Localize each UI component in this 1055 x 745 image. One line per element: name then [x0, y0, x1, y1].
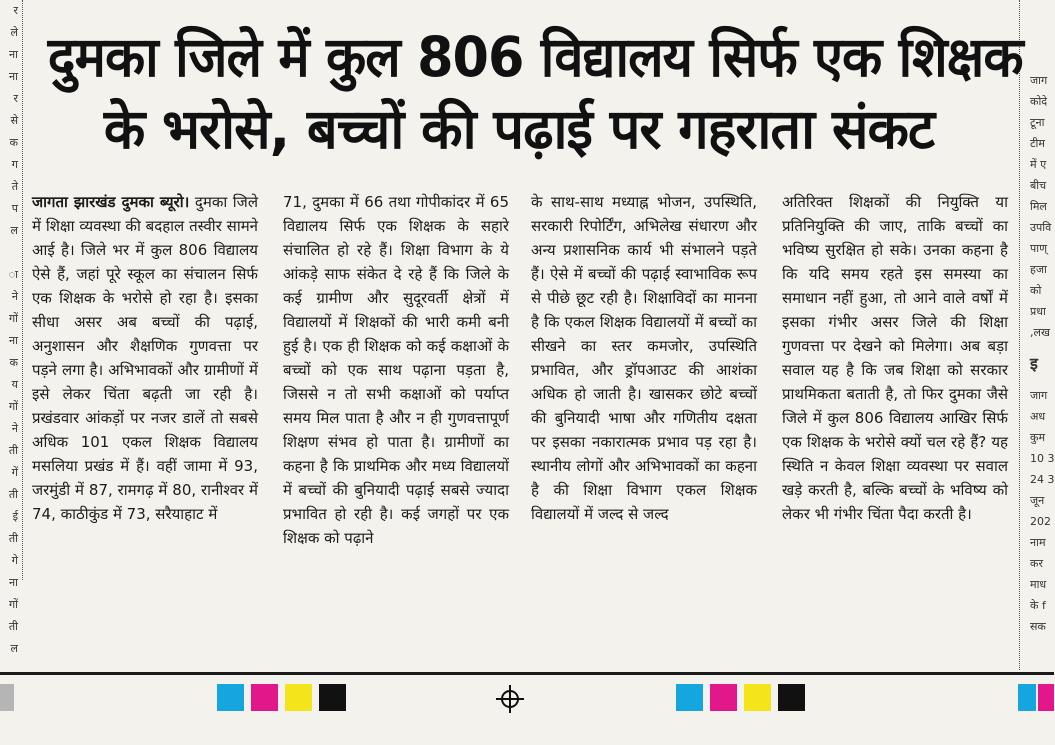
left-strip-fragment: ती [8, 444, 18, 457]
right-strip-fragment: टूना [1030, 116, 1045, 129]
left-strip-fragment: ना [9, 48, 18, 61]
right-strip-fragment: जून [1030, 494, 1045, 507]
left-strip-fragment: ा [8, 268, 18, 281]
color-swatch-black [319, 684, 346, 711]
right-strip-fragment: प्रधा [1030, 305, 1046, 318]
column-1-text: दुमका जिले में शिक्षा व्यवस्था की बदहाल तस्वीर सामने आई है। जिले भर में कुल 806 विद्यालय ऐसे हैं, जहां पूरे स्कूल का संचालन सिर्फ एक शिक्षक के भरोसे हो रहा है। इसका सीधा असर अब बच्चों की पढ़ाई, अनुशासन और शैक्षणिक गुणवत्ता पर पड़ने लगा है। अभिभावकों और ग्रामीणों में इसे लेकर चिंता बढ़ती जा रही है। प्रखंडवार आंकड़ों पर नजर डालें तो सबसे अधिक 101 एकल शिक्षक विद्यालय मसलिया प्रखंड में हैं। वहीं जामा में 93, जरमुंडी में 87, रामगढ़ में 80, रानीश्वर में 74, काठीकुंड में 73, सरैयाहाट में [32, 193, 258, 523]
right-strip-fragment: टीम [1030, 137, 1045, 150]
article-column-2 [283, 190, 509, 550]
column-divider-right [1019, 0, 1020, 670]
left-strip-fragment: ना [9, 70, 18, 83]
left-strip-fragment: य [11, 378, 18, 391]
left-strip-fragment: क [9, 356, 18, 369]
color-swatch-yellow-2 [744, 684, 771, 711]
article-column-4 [782, 190, 1008, 526]
right-strip-fragment: इ [1030, 354, 1038, 373]
right-strip-fragment: जाग [1030, 389, 1048, 402]
article-column-3 [531, 190, 757, 526]
adjacent-column-right [1030, 70, 1054, 637]
left-strip-fragment: ती [8, 488, 18, 501]
color-swatch-black-2 [778, 684, 805, 711]
color-swatch-gray [0, 684, 14, 711]
left-strip-fragment: ती [8, 620, 18, 633]
left-strip-fragment: गें [11, 466, 18, 479]
left-strip-fragment: ना [9, 334, 18, 347]
color-swatch-magenta-3 [1038, 684, 1054, 711]
right-strip-fragment: में ए [1030, 158, 1047, 171]
adjacent-column-left [0, 0, 20, 655]
left-strip-fragment: ना [9, 576, 18, 589]
right-strip-fragment: कर [1030, 557, 1043, 570]
right-strip-fragment: को [1030, 284, 1042, 297]
right-strip-fragment: के f [1030, 599, 1046, 612]
right-strip-fragment: सक [1030, 620, 1046, 633]
left-strip-fragment: ने [11, 422, 18, 435]
right-strip-fragment: अध [1030, 410, 1046, 423]
left-strip-fragment: ग [11, 158, 18, 171]
right-strip-fragment: 24 3 [1030, 473, 1055, 486]
right-strip-fragment: मिल [1030, 200, 1047, 213]
left-strip-fragment: ले [10, 26, 18, 39]
color-swatch-cyan-3 [1018, 684, 1036, 711]
right-strip-fragment: 202 [1030, 515, 1051, 528]
right-strip-fragment: कुम [1030, 431, 1046, 444]
right-strip-gap [1030, 377, 1054, 385]
headline-line-1: दुमका जिले में कुल 806 विद्यालय सिर्फ एक शिक्षक [47, 25, 1023, 89]
left-strip-fragment: ते [11, 180, 18, 193]
color-swatch-magenta [251, 684, 278, 711]
right-strip-fragment: 10 3 [1030, 452, 1055, 465]
left-strip-fragment: ई [12, 510, 18, 523]
registration-mark-icon [495, 684, 525, 714]
left-strip-fragment: गों [8, 312, 18, 325]
left-strip-fragment: ती [8, 532, 18, 545]
left-strip-fragment: से [10, 114, 18, 127]
color-swatch-cyan-2 [676, 684, 703, 711]
article-column-1 [32, 190, 258, 526]
right-strip-fragment: नाम [1030, 536, 1046, 549]
left-strip-fragment: ल [10, 224, 18, 237]
column-divider-left [22, 0, 23, 580]
left-strip-fragment: प [11, 202, 18, 215]
left-strip-fragment: गों [8, 400, 18, 413]
column-3-text: के साथ-साथ मध्याह्न भोजन, उपस्थिति, सरकारी रिपोर्टिंग, अभिलेख संधारण और अन्य प्रशासनिक कार्य भी संभालने पड़ते हैं। ऐसे में बच्चों की पढ़ाई स्वाभाविक रूप से पीछे छूट रही है। शिक्षाविदों का मानना है कि एकल शिक्षक विद्यालयों में बच्चों का सीखने का स्तर कमजोर, उपस्थिति प्रभावित, और ड्रॉपआउट की आशंका अधिक हो जाती है। खासकर छोटे बच्चों की बुनियादी भाषा और गणितीय दक्षता पर इसका नकारात्मक प्रभाव पड़ रहा है। स्थानीय लोगों और अभिभावकों का कहना है की शिक्षा विभाग एकल शिक्षक विद्यालयों में जल्द से जल्द [531, 193, 757, 523]
right-strip-fragment: बीच [1030, 179, 1047, 192]
left-strip-fragment: र [13, 92, 18, 105]
color-swatch-cyan [217, 684, 244, 711]
headline-line-2: के भरोसे, बच्चों की पढ़ाई पर गहराता संकट [103, 97, 935, 161]
column-4-text: अतिरिक्त शिक्षकों की नियुक्ति या प्रतिनियुक्ति की जाए, ताकि बच्चों का भविष्य सुरक्षित हो सके। उनका कहना है कि यदि समय रहते इस समस्या का समाधान नहीं हुआ, तो आने वाले वर्षों में इसका गंभीर असर जिले की शिक्षा गुणवत्ता पर देखने को मिलेगा। अब बड़ा सवाल यह है कि जब शिक्षा को सरकार प्राथमिकता बताती है, तो फिर दुमका जैसे जिले में कुल 806 विद्यालय आखिर सिर्फ एक शिक्षक के भरोसे क्यों चल रहे हैं? यह स्थिति न केवल शिक्षा व्यवस्था पर सवाल खड़े करती है, बल्कि बच्चों के भविष्य को लेकर भी गंभीर चिंता पैदा करती है। [782, 193, 1008, 523]
right-strip-fragment: जाग [1030, 74, 1048, 87]
left-strip-fragment: गे [11, 554, 18, 567]
right-strip-fragment: माध [1030, 578, 1047, 591]
right-strip-fragment: उपवि [1030, 221, 1052, 234]
byline: जागता झारखंड दुमका ब्यूरो। [32, 193, 190, 211]
previous-article-edge [28, 0, 1018, 7]
color-swatch-magenta-2 [710, 684, 737, 711]
page-bottom-rule [0, 672, 1054, 675]
right-strip-gap [1030, 343, 1054, 351]
right-strip-fragment: हजा [1030, 263, 1047, 276]
left-strip-fragment: र [13, 4, 18, 17]
right-strip-fragment: पाण् [1030, 242, 1048, 255]
left-strip-fragment: गों [8, 598, 18, 611]
color-swatch-yellow [285, 684, 312, 711]
left-strip-fragment: क [9, 136, 18, 149]
left-strip-fragment: ने [11, 290, 18, 303]
left-strip-fragment [0, 242, 18, 264]
left-strip-fragment: ल [10, 642, 18, 655]
column-2-text: 71, दुमका में 66 तथा गोपीकांदर में 65 विद्यालय सिर्फ एक शिक्षक के सहारे संचालित हो रहे हैं। शिक्षा विभाग के ये आंकड़े साफ संकेत दे रहे हैं कि जिले के कई ग्रामीण और सुदूरवर्ती क्षेत्रों में विद्यालयों में शिक्षकों की भारी कमी बनी हुई है। एक ही शिक्षक को कई कक्षाओं के बच्चों को एक साथ पढ़ाना पड़ता है, जिससे न तो सभी कक्षाओं को पर्याप्त समय मिल पाता है और न ही गुणवत्तापूर्ण शिक्षण संभव हो पाता है। ग्रामीणों का कहना है कि प्राथमिक और मध्य विद्यालयों में बच्चों की बुनियादी पढ़ाई सबसे ज्यादा प्रभावित हो रही है। कई जगहों पर एक शिक्षक को पढ़ाने [283, 193, 509, 547]
right-strip-fragment: कोदे [1030, 95, 1048, 108]
right-strip-fragment: ,लख [1030, 326, 1050, 339]
